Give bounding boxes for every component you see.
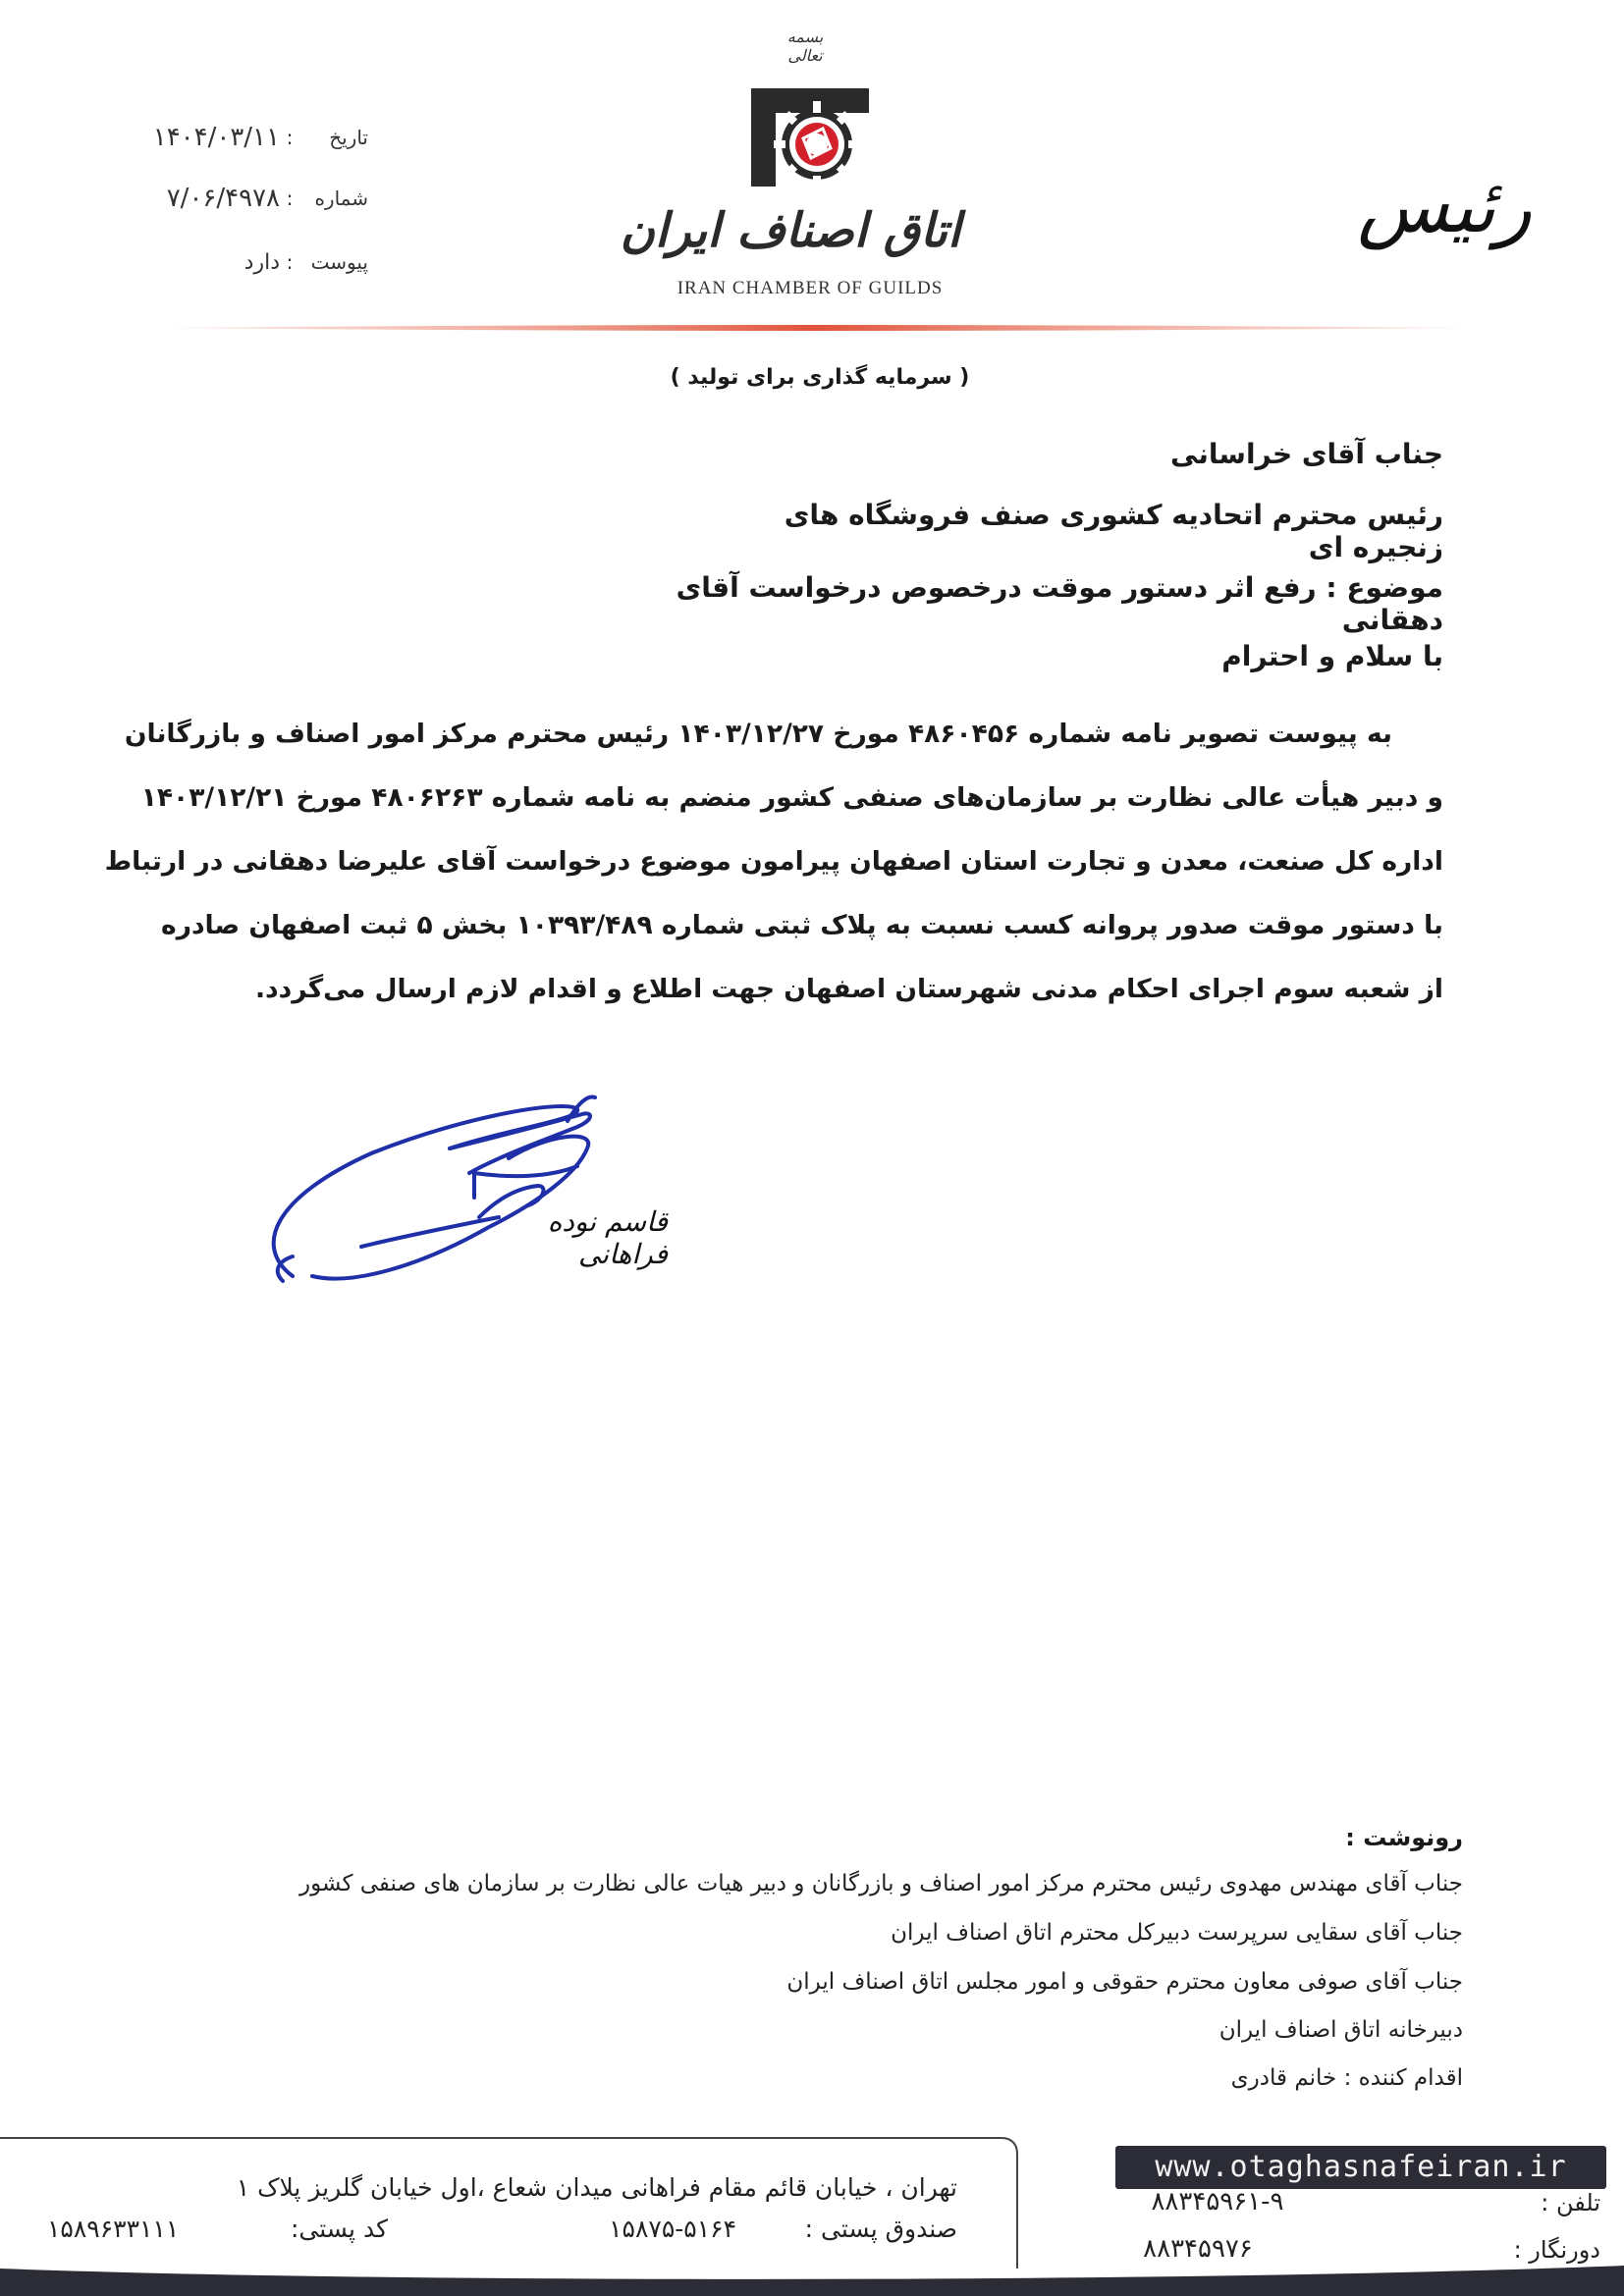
cc-recipient: دبیرخانه اتاق اصناف ایران [1218, 2017, 1463, 2043]
website-link[interactable]: www.otaghasnafeiran.ir [1115, 2146, 1606, 2189]
body-line: با دستور موقت صدور پروانه کسب نسبت به پلاک ثبتی شماره ۱۰۳۹۳/۴۸۹ بخش ۵ ثبت اصفهان صادره [161, 910, 1443, 940]
cc-recipient: جناب آقای سقایی سرپرست دبیرکل محترم اتاق اصناف ایران [891, 1920, 1463, 1946]
postal-code-label: کد پستی: [290, 2215, 388, 2243]
fax-number: ۸۸۳۴۵۹۷۶ [1143, 2234, 1253, 2264]
bismillah-heading: بسمه تعالی [786, 27, 824, 65]
date-colon: : [286, 126, 294, 149]
header-divider [162, 324, 1468, 332]
org-name-english: IRAN CHAMBER OF GUILDS [677, 278, 944, 298]
pobox-label: صندوق پستی : [804, 2215, 957, 2243]
cc-recipient: جناب آقای مهندس مهدوی رئیس محترم مرکز امور اصناف و بازرگانان و دبیر هیات عالی نظارت بر سازمان های صنفی کشور [298, 1871, 1463, 1896]
fax-label: دورنگار : [1513, 2236, 1600, 2264]
letter-subject: موضوع : رفع اثر دستور موقت درخصوص درخواست آقای دهقانی [676, 571, 1443, 636]
letter-number [113, 179, 368, 218]
date-label: تاریخ [329, 126, 368, 149]
cc-recipient: جناب آقای صوفی معاون محترم حقوقی و امور مجلس اتاق اصناف ایران [786, 1969, 1463, 1995]
number-value: ۷/۰۶/۴۹۷۸ [166, 184, 280, 213]
cc-title: رونوشت : [1345, 1824, 1463, 1851]
postal-address: تهران ، خیابان قائم مقام فراهانی میدان شعاع ،اول خیابان گلریز پلاک ۱ [236, 2173, 957, 2202]
phone-label: تلفن : [1541, 2189, 1600, 2216]
date-value: ۱۴۰۴/۰۳/۱۱ [152, 123, 280, 152]
attachment-label: پیوست [310, 250, 368, 274]
letter-date [113, 118, 368, 157]
chamber-gear-logo-icon [746, 83, 879, 191]
postal-code: ۱۵۸۹۶۳۳۱۱۱ [47, 2215, 180, 2243]
cc-handler: اقدام کننده : خانم قادری [1230, 2065, 1463, 2091]
slogan: ( سرمایه گذاری برای تولید ) [670, 365, 970, 390]
addressee-title: رئیس محترم اتحادیه کشوری صنف فروشگاه های زنجیره ای [784, 499, 1443, 563]
addressee-name: جناب آقای خراسانی [1170, 438, 1443, 470]
number-label: شماره [314, 187, 368, 210]
pobox-number: ۱۵۸۷۵-۵۱۶۴ [609, 2215, 736, 2243]
body-line: از شعبه سوم اجرای احکام مدنی شهرستان اصفهان جهت اطلاع و اقدام لازم ارسال می‌گردد. [254, 974, 1443, 1004]
attachment-colon: : [286, 250, 294, 274]
body-line: اداره کل صنعت، معدن و تجارت استان اصفهان پیرامون موضوع درخواست آقای علیرضا دهقانی در ارتباط [104, 846, 1443, 877]
org-name-persian: اتاق اصناف ایران [620, 203, 961, 258]
letter-greeting: با سلام و احترام [1221, 640, 1443, 672]
signatory-title: رئیس [1357, 162, 1532, 249]
phone-number: ۸۸۳۴۵۹۶۱-۹ [1151, 2187, 1284, 2216]
attachment-value: دارد [244, 249, 280, 275]
signer-name: قاسم نوده فراهانی [547, 1205, 668, 1270]
letter-body [104, 702, 1443, 1021]
body-line: و دبیر هیأت عالی نظارت بر سازمان‌های صنفی کشور منضم به نامه شماره ۴۸۰۶۲۶۳ مورخ ۱۴۰۳/۱۲/۲۱ [140, 782, 1443, 813]
number-colon: : [286, 187, 294, 210]
letter-attachment [113, 242, 368, 282]
body-line: به پیوست تصویر نامه شماره ۴۸۶۰۴۵۶ مورخ ۱۴۰۳/۱۲/۲۷ رئیس محترم مرکز امور اصناف و بازرگانان [124, 719, 1392, 749]
handwritten-signature [253, 1080, 666, 1306]
